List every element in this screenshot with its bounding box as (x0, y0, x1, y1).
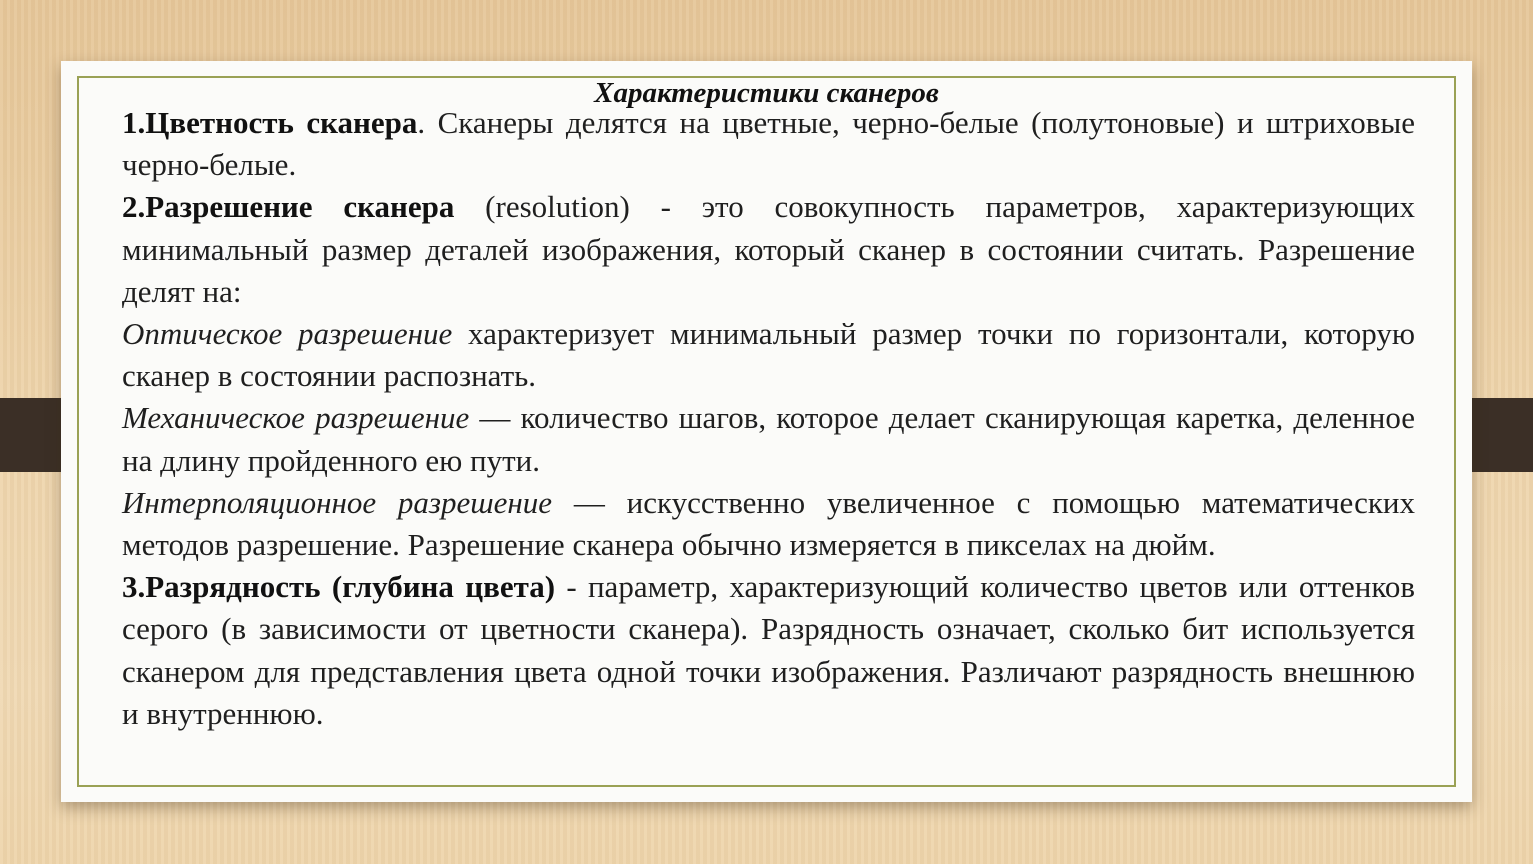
paragraph-resolution (122, 186, 1415, 313)
paragraph-color-mode (122, 102, 1415, 186)
text-optical-resolution: характеризует минимальный размер точки по горизонтали, которую сканер в состоянии распознать. (122, 316, 1416, 394)
text-interpolated-resolution: — искусственно увеличенное с помощью математических методов разрешение. Разрешение сканера обычно измеряется в пикселах на дюйм. (122, 484, 1415, 563)
term-optical-resolution: Оптическое разрешение (122, 316, 453, 352)
paragraph-mechanical-resolution (122, 397, 1415, 481)
slide-content (122, 102, 1415, 735)
text-bit-depth: - параметр, характеризующий количество цветов или оттенков серого (в зависимости от цветности сканера). Разрядность означает, сколько бит используется сканером для представления цвета одной точки изображения. Различают разрядность внешнюю и внутреннюю. (122, 569, 1416, 731)
term-interpolated-resolution: Интерполяционное разрешение (122, 484, 553, 520)
paragraph-bit-depth (122, 566, 1415, 735)
text-resolution: (resolution) - это совокупность параметров, характеризующих минимальный размер деталей изображения, который сканер в состоянии считать. Разрешение делят на: (122, 189, 1415, 309)
paragraph-optical-resolution (122, 313, 1415, 397)
paragraph-interpolated-resolution (122, 482, 1415, 566)
text-mechanical-resolution: — количество шагов, которое делает сканирующая каретка, деленное на длину пройденного ею пути. (122, 400, 1415, 478)
heading-color-mode: 1.Цветность сканера (122, 105, 418, 140)
heading-resolution: 2.Разрешение сканера (122, 189, 455, 225)
slide-card (61, 61, 1472, 802)
heading-bit-depth: 3.Разрядность (глубина цвета) (122, 569, 556, 605)
term-mechanical-resolution: Механическое разрешение (122, 400, 470, 436)
text-color-mode: . Сканеры делятся на цветные, черно-белые (полутоновые) и штриховые черно-белые. (122, 105, 1415, 183)
slide-title: Характеристики сканеров (594, 77, 939, 109)
